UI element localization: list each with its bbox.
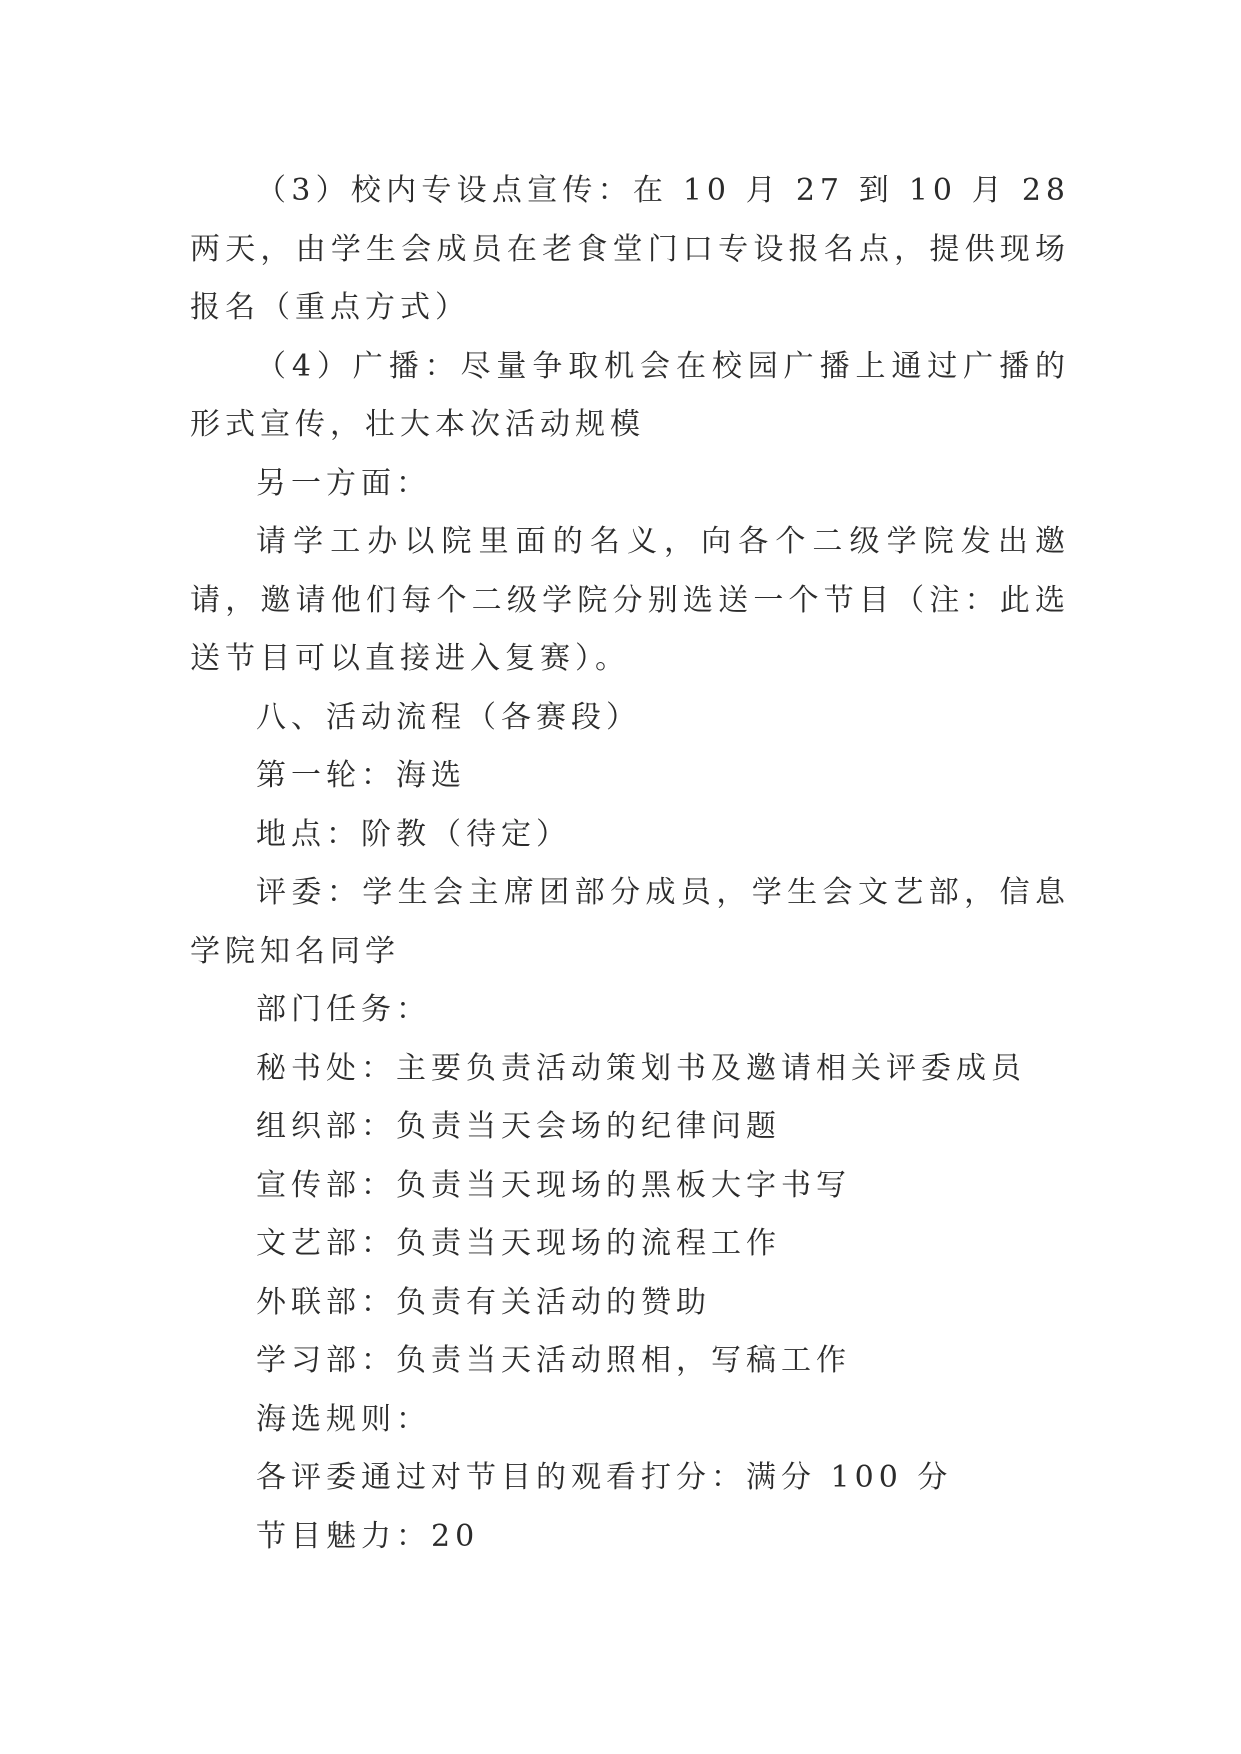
paragraph-audition-rules: 海选规则： (256, 1401, 431, 1437)
paragraph-department-tasks: 部门任务： (256, 992, 431, 1027)
paragraph-external: 外联部：负责有关活动的赞助 (256, 1284, 711, 1320)
paragraph-scoring: 各评委通过对节目的观看打分：满分 100 分 (256, 1460, 953, 1495)
paragraph-study: 学习部：负责当天活动照相，写稿工作 (256, 1343, 851, 1378)
paragraph-round-one: 第一轮：海选 (256, 758, 466, 793)
paragraph-invitation: 请学工办以院里面的名义，向各个二级学院发出邀请，邀请他们每个二级学院分别选送一个节目（注：此选送节目可以直接进入复赛）。 (190, 524, 1070, 676)
section-heading-activity-process: 八、活动流程（各赛段） (256, 699, 641, 735)
paragraph-charm: 节目魅力：20 (256, 1518, 480, 1554)
paragraph-secretariat: 秘书处：主要负责活动策划书及邀请相关评委成员 (256, 1050, 1026, 1086)
paragraph-location: 地点：阶教（待定） (256, 816, 571, 852)
paragraph-arts: 文艺部：负责当天现场的流程工作 (256, 1226, 781, 1261)
paragraph-broadcast: （4）广播：尽量争取机会在校园广播上通过广播的形式宣传，壮大本次活动规模 (190, 348, 1070, 442)
paragraph-organization: 组织部：负责当天会场的纪律问题 (256, 1109, 781, 1144)
document-body (190, 162, 1070, 1566)
paragraph-campus-booth: （3）校内专设点宣传：在 10 月 27 到 10 月 28 两天，由学生会成员在老食堂门口专设报名点，提供现场报名（重点方式） (190, 173, 1070, 325)
paragraph-judges: 评委：学生会主席团部分成员，学生会文艺部，信息学院知名同学 (190, 875, 1070, 969)
paragraph-publicity: 宣传部：负责当天现场的黑板大字书写 (256, 1167, 851, 1203)
paragraph-other-side: 另一方面： (256, 465, 431, 501)
